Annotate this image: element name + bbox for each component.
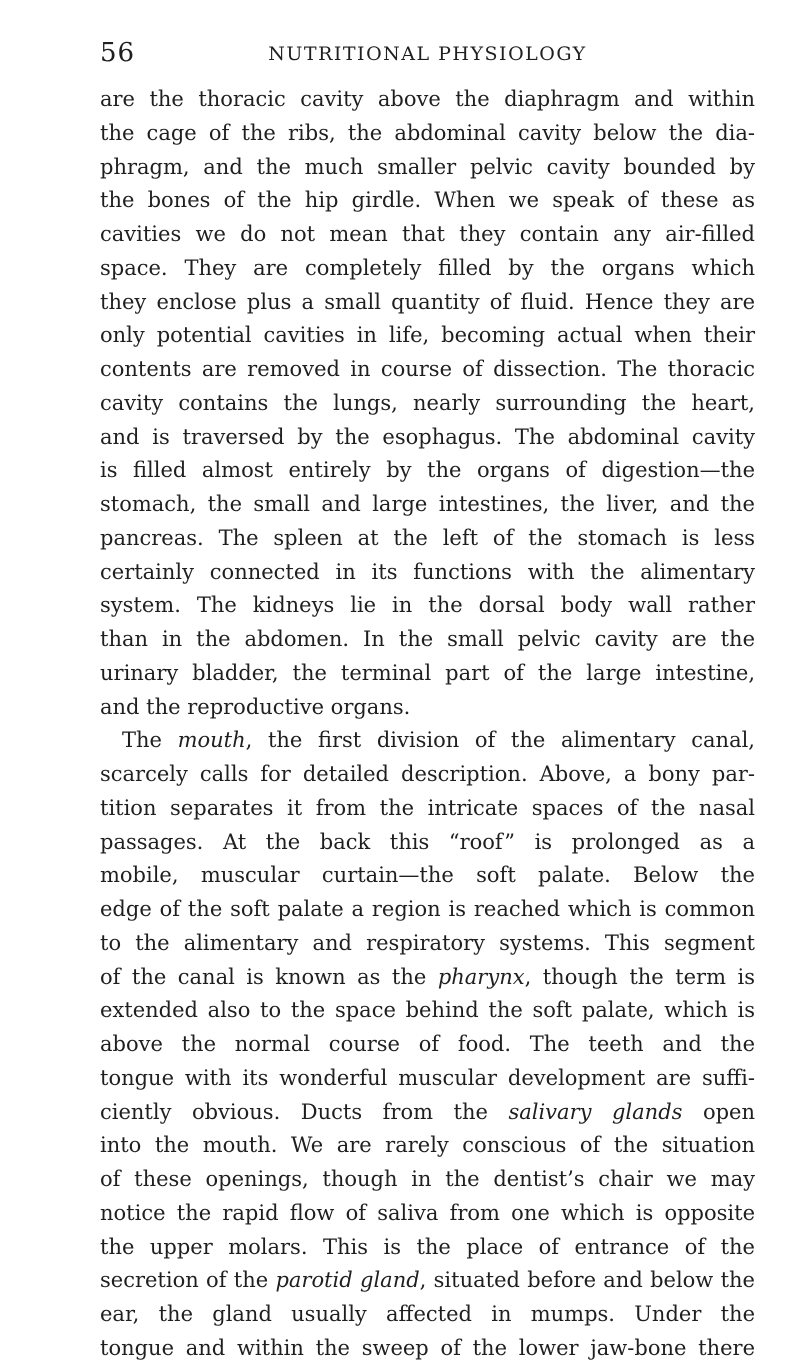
text-line: secretion of the parotid gland, situated before and below the <box>100 1268 755 1293</box>
term-pharynx: pharynx <box>437 964 525 989</box>
text-line: notice the rapid flow of saliva from one which is opposite <box>100 1200 755 1225</box>
text-line: ciently obvious. Ducts from the salivary glands open <box>100 1099 755 1124</box>
text-line: than in the abdomen. In the small pelvic cavity are the <box>100 627 755 651</box>
text-line: are the thoracic cavity above the diaphragm and within <box>100 87 755 111</box>
text-line: scarcely calls for detailed description. Above, a bony par- <box>100 762 755 786</box>
text-line: cavities we do not mean that they contain any air-filled <box>100 222 755 246</box>
text-line: tition separates it from the intricate spaces of the nasal <box>100 795 755 820</box>
text-line: contents are removed in course of dissection. The thoracic <box>100 357 755 381</box>
term-parotid-gland: parotid gland <box>275 1268 420 1293</box>
text-line: and the reproductive organs. <box>100 694 411 719</box>
text-line: the cage of the ribs, the abdominal cavity below the dia- <box>100 120 755 145</box>
text-line: the bones of the hip girdle. When we speak of these as <box>100 188 755 213</box>
text-line: urinary bladder, the terminal part of the large intestine, <box>100 660 755 685</box>
text-line: The mouth, the first division of the alimentary canal, <box>122 728 755 753</box>
text-line: tongue and within the sweep of the lower jaw-bone there <box>100 1335 755 1360</box>
text-line: cavity contains the lungs, nearly surrounding the heart, <box>100 390 755 415</box>
text-line: pancreas. The spleen at the left of the stomach is less <box>100 525 755 550</box>
text-line: is filled almost entirely by the organs of digestion—the <box>100 458 755 483</box>
text-line: to the alimentary and respiratory systems. This segment <box>100 930 755 955</box>
text-line: the upper molars. This is the place of entrance of the <box>100 1234 755 1259</box>
text-line: and is traversed by the esophagus. The abdominal cavity <box>100 424 755 449</box>
text-line: of these openings, though in the dentist’s chair we may <box>100 1167 755 1191</box>
text-line: ear, the gland usually affected in mumps. Under the <box>100 1302 755 1326</box>
text-line: mobile, muscular curtain—the soft palate. Below the <box>100 863 755 888</box>
text-line: space. They are completely filled by the organs which <box>100 255 755 280</box>
term-mouth: mouth <box>177 728 246 753</box>
term-salivary-glands: salivary glands <box>508 1099 683 1124</box>
text-line: extended also to the space behind the soft palate, which is <box>100 998 755 1023</box>
text-line: into the mouth. We are rarely conscious of the situation <box>100 1133 755 1158</box>
text-line: of the canal is known as the pharynx, though the term is <box>100 964 755 989</box>
text-line: passages. At the back this “roof” is prolonged as a <box>100 829 755 854</box>
running-head <box>100 38 755 68</box>
text-line: they enclose plus a small quantity of fluid. Hence they are <box>100 289 755 314</box>
text-line: stomach, the small and large intestines, the liver, and the <box>100 492 755 516</box>
text-line: only potential cavities in life, becoming actual when their <box>100 323 755 348</box>
text-line: certainly connected in its functions with the alimentary <box>100 559 755 584</box>
text-line: tongue with its wonderful muscular development are suffi- <box>100 1065 755 1090</box>
text-line: phragm, and the much smaller pelvic cavity bounded by <box>100 154 755 179</box>
body-text <box>100 83 755 1366</box>
running-title: NUTRITIONAL PHYSIOLOGY <box>268 43 587 65</box>
text-line: system. The kidneys lie in the dorsal body wall rather <box>100 593 755 618</box>
text-line: edge of the soft palate a region is reached which is common <box>100 897 755 921</box>
page-number: 56 <box>100 38 136 68</box>
text-line: above the normal course of food. The teeth and the <box>100 1032 755 1056</box>
